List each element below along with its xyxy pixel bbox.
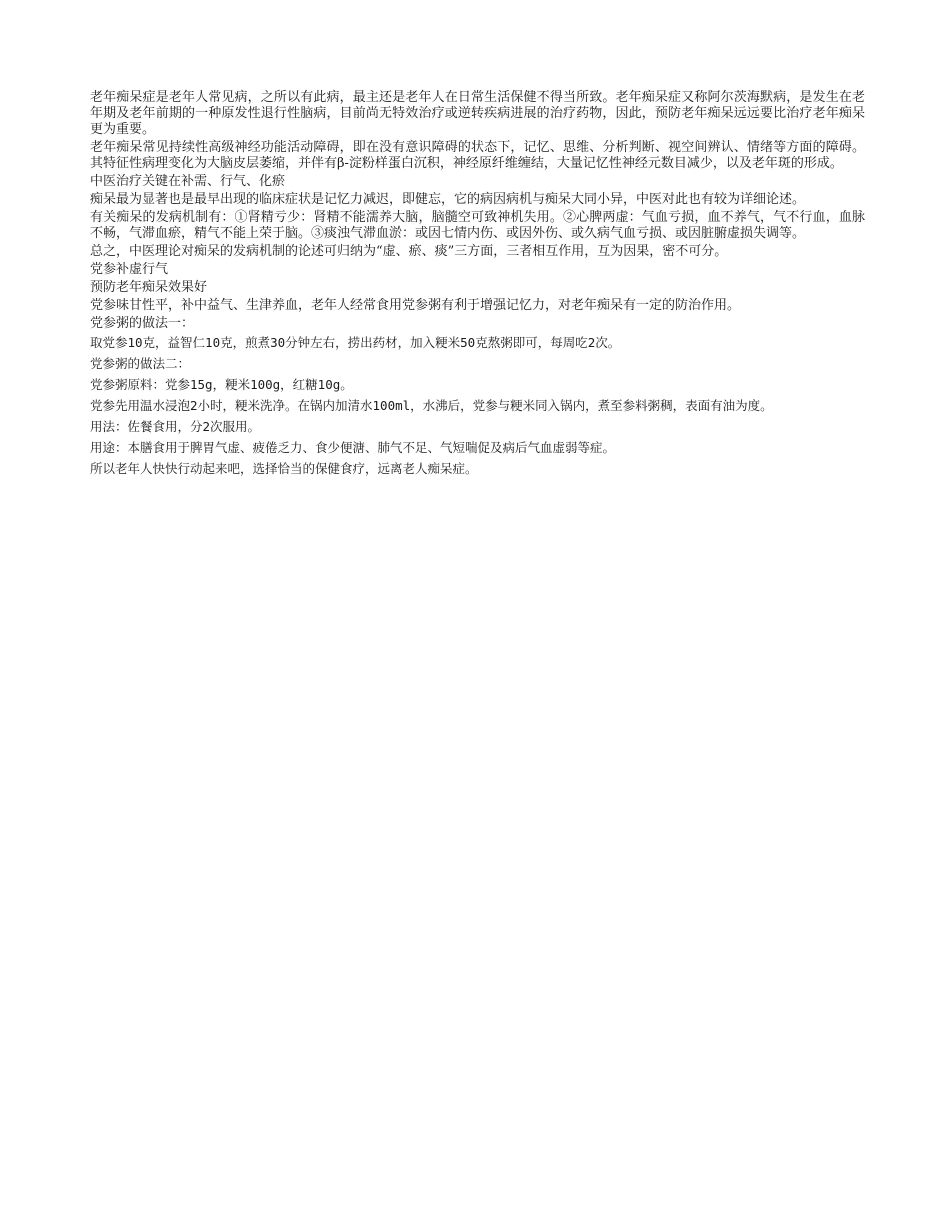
heading-tcm-treatment: 中医治疗关键在补需、行气、化瘀 (90, 174, 286, 189)
paragraph-symptoms: 老年痴呆常见持续性高级神经功能活动障碍，即在没有意识障碍的状态下，记忆、思维、分析判断、视空间辨认、情绪等方面的障碍。其特征性病理变化为大脑皮层萎缩，并伴有β-淀粉样蛋白沉积，神经原纤维缠结，大量记忆性神经元数目减少，以及老年斑的形成。 (90, 140, 865, 171)
paragraph-recipe-two-method: 党参先用温水浸泡2小时，粳米洗净。在锅内加清水100ml，水沸后，党参与粳米同入锅内，煮至参料粥稠，表面有油为度。 (90, 398, 773, 413)
paragraph-conclusion: 所以老年人快快行动起来吧，选择恰当的保健食疗，远离老人痴呆症。 (90, 461, 478, 476)
paragraph-usage: 用法：佐餐食用，分2次服用。 (90, 419, 261, 434)
article-body (90, 90, 865, 481)
paragraph-summary: 总之，中医理论对痴呆的发病机制的论述可归纳为“虚、瘀、痰”三方面，三者相互作用，互为因果，密不可分。 (90, 244, 728, 259)
heading-dangshen: 党参补虚行气 (90, 262, 169, 277)
paragraph-memory: 痴呆最为显著也是最早出现的临床症状是记忆力减迟，即健忘，它的病因病机与痴呆大同小异，中医对此也有较为详细论述。 (90, 192, 806, 207)
heading-recipe-one: 党参粥的做法一： (90, 316, 195, 331)
heading-recipe-two: 党参粥的做法二： (90, 356, 191, 371)
paragraph-mechanism: 有关痴呆的发病机制有：①肾精亏少：肾精不能濡养大脑，脑髓空可致神机失用。②心脾两虚：气血亏损，血不养气，气不行血，血脉不畅，气滞血瘀，精气不能上荣于脑。③痰浊气滞血淤：或因七情内伤、或因外伤、或久病气血亏损、或因脏腑虚损失调等。 (90, 210, 865, 241)
paragraph-dangshen-benefits: 党参味甘性平，补中益气、生津养血，老年人经常食用党参粥有利于增强记忆力，对老年痴呆有一定的防治作用。 (90, 298, 741, 313)
paragraph-recipe-one: 取党参10克，益智仁10克，煎煮30分钟左右，捞出药材，加入粳米50克熬粥即可，每周吃2次。 (90, 335, 621, 350)
heading-prevention: 预防老年痴呆效果好 (90, 280, 208, 295)
paragraph-intro: 老年痴呆症是老年人常见病，之所以有此病，最主还是老年人在日常生活保健不得当所致。老年痴呆症又称阿尔茨海默病，是发生在老年期及老年前期的一种原发性退行性脑病，目前尚无特效治疗或逆转疾病进展的治疗药物，因此，预防老年痴呆远远要比治疗老年痴呆更为重要。 (90, 90, 865, 137)
paragraph-recipe-two-ingredients: 党参粥原料：党参15g，粳米100g，红糖10g。 (90, 377, 353, 392)
paragraph-indications: 用途：本膳食用于脾胃气虚、疲倦乏力、食少便溏、肺气不足、气短喘促及病后气血虚弱等症。 (90, 440, 616, 455)
